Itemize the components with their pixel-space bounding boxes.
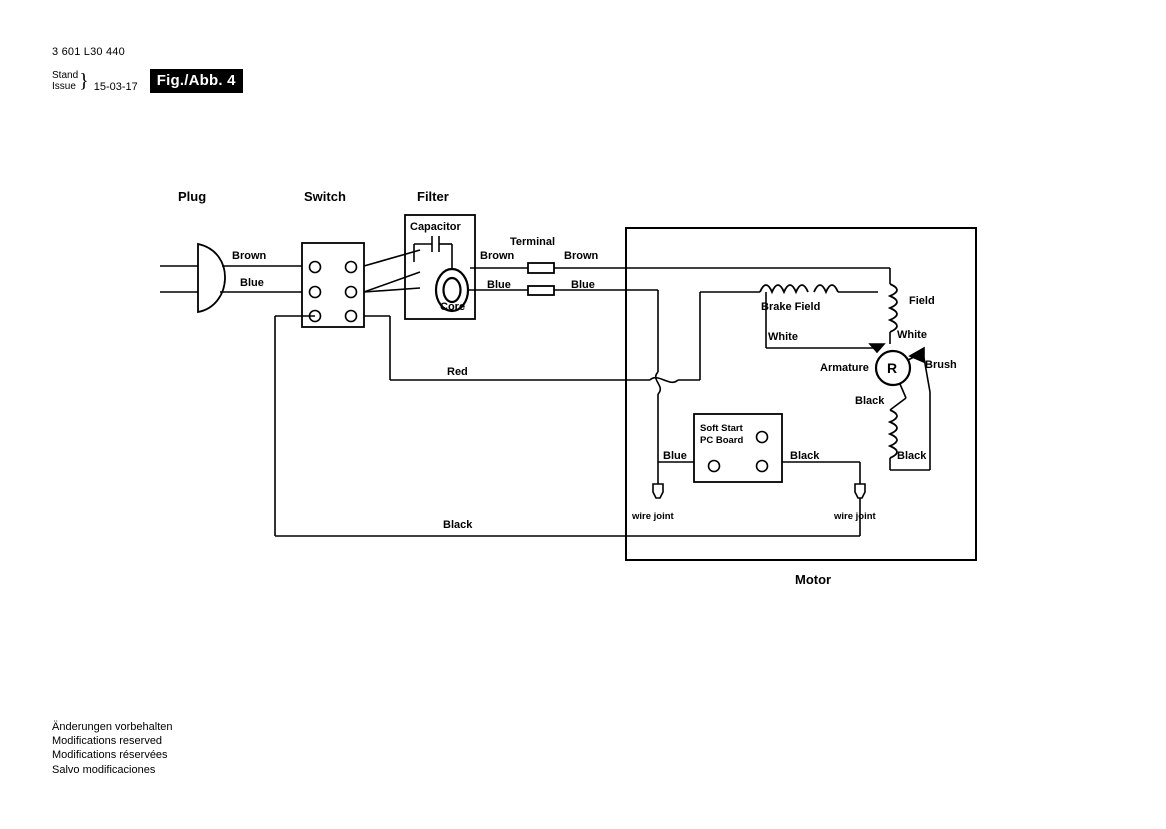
label-brown-plug: Brown (232, 250, 267, 262)
stand-label: Stand (52, 70, 79, 81)
footer-line-es: Salvo modificaciones (52, 763, 156, 776)
switch-terminal-6 (346, 311, 357, 322)
terminal-brown (528, 263, 554, 273)
switch-terminal-4 (346, 287, 357, 298)
label-soft-start-line1: Soft Start (700, 423, 743, 434)
terminal-blue (528, 286, 554, 295)
issue-label: Issue (52, 81, 76, 92)
footer-line-en: Modifications reserved (52, 735, 163, 748)
label-black-armature: Black (855, 395, 885, 407)
footer-line-de: Änderungen vorbehalten (52, 721, 173, 733)
pcb-terminal-top (757, 432, 768, 443)
label-wire-joint-left: wire joint (632, 511, 674, 522)
label-blue-plug: Blue (240, 277, 264, 289)
field-coil-top (890, 284, 897, 332)
wire-red-hop (650, 378, 678, 383)
label-terminal: Terminal (510, 236, 556, 248)
label-brown-terminal-out: Brown (564, 250, 599, 262)
figure-badge: Fig./Abb. 4 (150, 69, 243, 93)
wire-joint-left-connector (653, 484, 663, 498)
label-rotor-symbol: R (887, 360, 898, 376)
footer-line-fr: Modifications réservées (52, 749, 168, 762)
label-black-field: Black (897, 450, 927, 462)
label-field: Field (909, 295, 935, 307)
label-plug: Plug (178, 189, 207, 204)
label-white-motor: White (768, 331, 798, 343)
label-soft-start-line2: PC Board (700, 435, 744, 446)
stand-date: 15-03-17 (93, 81, 138, 93)
switch-terminal-3 (310, 287, 321, 298)
label-blue-pcb: Blue (663, 450, 687, 462)
footer-notices (52, 720, 172, 777)
label-blue-terminal-out: Blue (571, 279, 595, 291)
label-switch: Switch (304, 189, 346, 204)
label-black-pcb: Black (790, 450, 820, 462)
label-blue-filter-out: Blue (487, 279, 511, 291)
label-motor: Motor (795, 572, 832, 587)
plug-body (198, 244, 225, 312)
wire-armature-black (900, 384, 906, 398)
switch-terminal-1 (310, 262, 321, 273)
label-filter: Filter (417, 189, 449, 204)
pcb-terminal-right (757, 461, 768, 472)
wire-armature-black-2 (890, 398, 906, 410)
switch-terminal-2 (346, 262, 357, 273)
brake-field-coil-2 (814, 285, 838, 292)
label-brush: Brush (925, 359, 957, 371)
label-armature: Armature (820, 362, 869, 374)
label-brake-field: Brake Field (761, 301, 821, 313)
wire-blue-hop (656, 372, 661, 394)
label-brown-filter-out: Brown (480, 250, 515, 262)
label-white-brush: White (897, 329, 927, 341)
label-red: Red (447, 366, 468, 378)
label-black-bottom: Black (443, 519, 473, 531)
label-capacitor: Capacitor (410, 221, 461, 233)
label-core: Core (440, 301, 466, 313)
brace-glyph: } (79, 70, 89, 92)
label-wire-joint-right: wire joint (834, 511, 876, 522)
wire-joint-right-connector (855, 484, 865, 498)
document-number: 3 601 L30 440 (52, 46, 125, 58)
motor-box (626, 228, 976, 560)
pcb-terminal-left (709, 461, 720, 472)
field-coil-bottom (890, 410, 897, 458)
brake-field-coil-1 (760, 285, 808, 292)
core-inner (444, 278, 461, 302)
